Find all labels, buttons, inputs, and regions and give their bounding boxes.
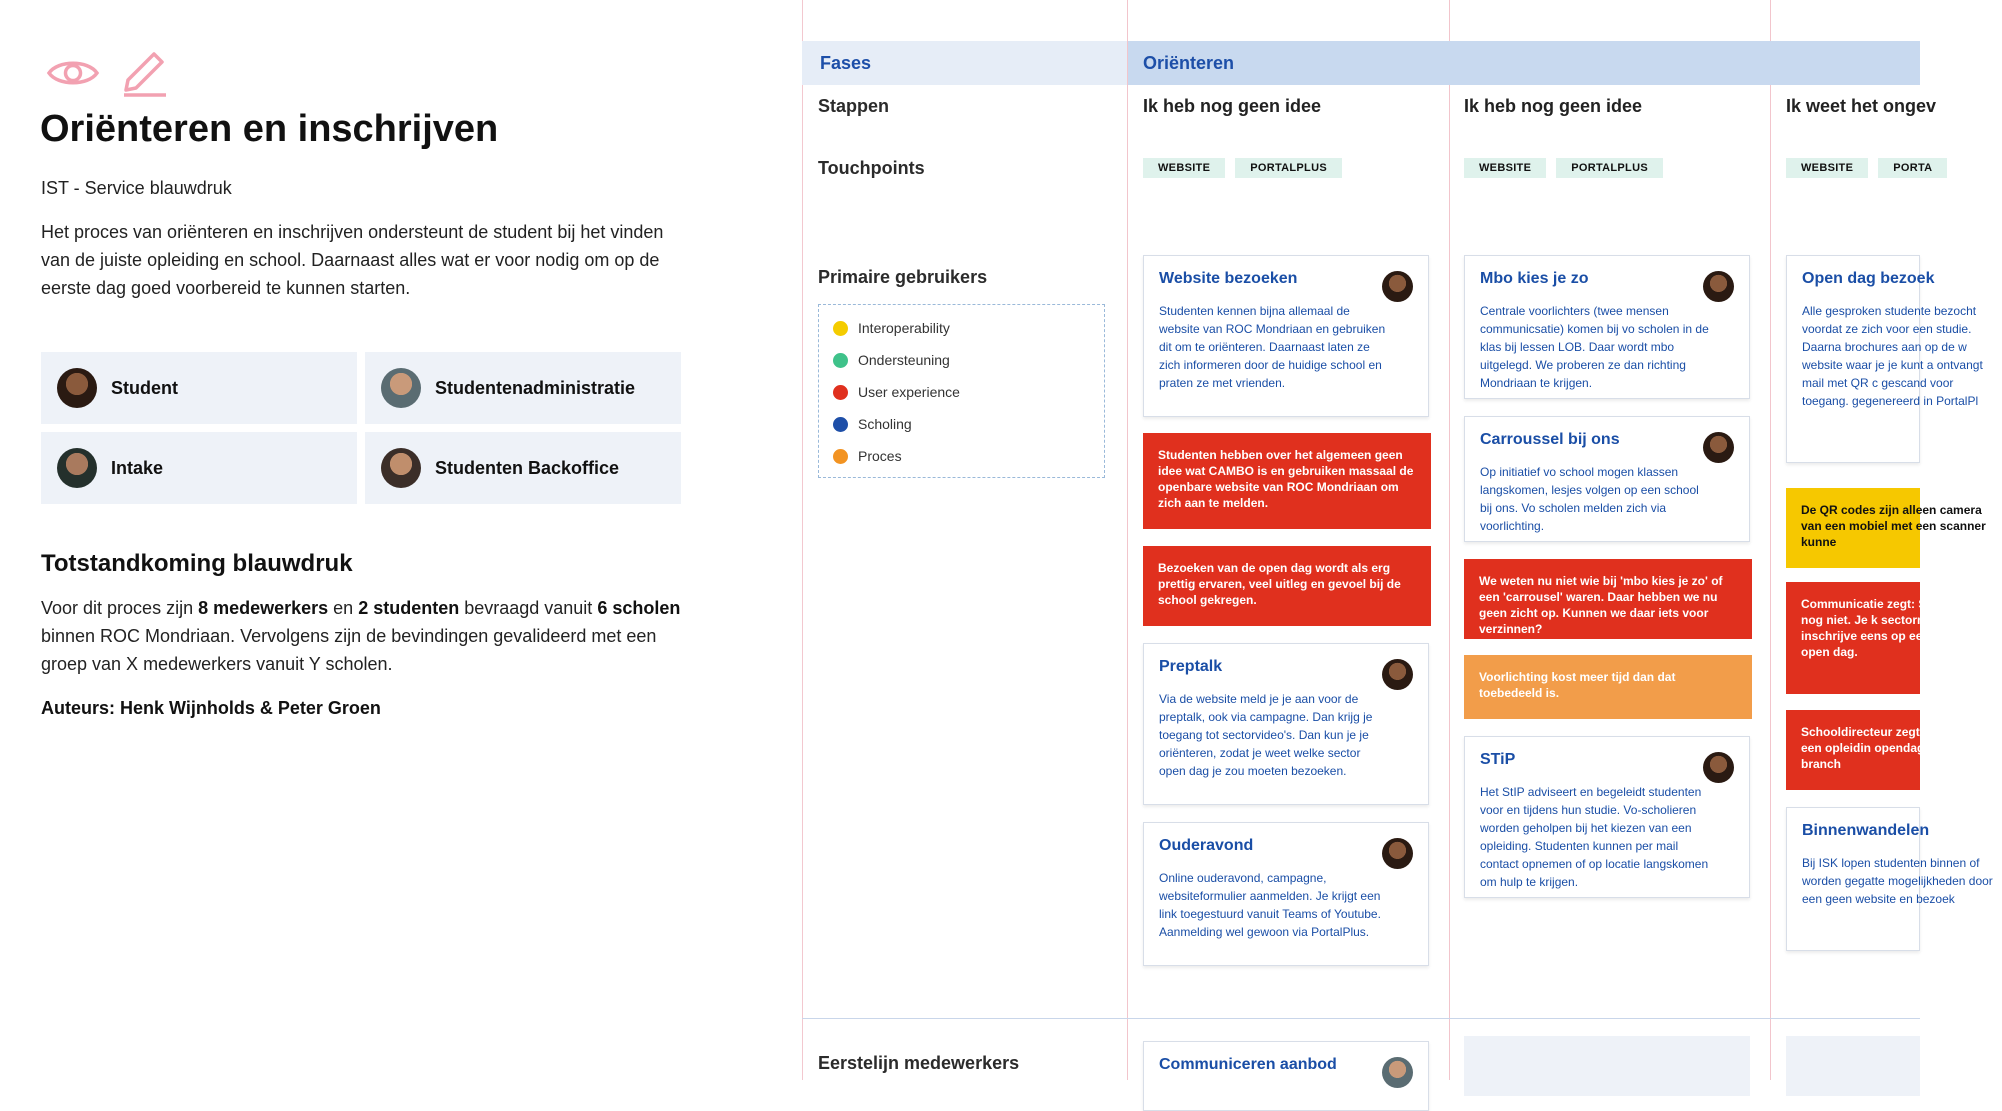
avatar [1382, 838, 1413, 869]
role-label: Student [111, 377, 178, 398]
phases-header: Fases [802, 41, 1127, 85]
row-label-primary-users: Primaire gebruikers [818, 267, 988, 287]
card-text: Via de website meld je je aan voor de preptalk, ook via campagne. Dan krijg je toegang tot sectorvideo's. Dan kun je je oriënteren, zodat je weet welke sector open dag je zou moeten bezoeken. [1159, 692, 1373, 778]
card-text: Het StIP adviseert en begeleidt studenten voor en tijdens hun studie. Vo-scholieren worden geholpen bij het kiezen van een opleiding. Studenten kunnen per mail contact opnemen of op locatie langskomen om hulp te krijgen. [1480, 785, 1709, 889]
card-carroussel-bij-ons[interactable] [1464, 416, 1750, 542]
card-text: Bij ISK lopen studenten binnen of worden gegatte mogelijkheden door een geen website en bezoek [1802, 856, 1993, 906]
note-card[interactable]: De QR codes zijn alleen camera van een mobiel met een scanner kunne [1786, 488, 1920, 568]
page-title: Oriënteren en inschrijven [40, 108, 499, 150]
row-label-touchpoints: Touchpoints [818, 158, 925, 178]
step-title: Ik weet het ongev [1786, 96, 1937, 116]
avatar [1703, 271, 1734, 302]
card-preptalk[interactable] [1143, 643, 1429, 805]
avatar [1382, 659, 1413, 690]
touchpoint-tags [1143, 158, 1342, 178]
tag-portalplus[interactable]: PORTA [1878, 158, 1947, 178]
red-dot-icon [833, 385, 848, 400]
role-card-studentenadministratie[interactable] [365, 352, 681, 424]
card-website-bezoeken[interactable] [1143, 255, 1429, 417]
card-text: Centrale voorlichters (twee mensen communicsatie) komen bij vo scholen in de klas bij lessen LOB. Daar wordt mbo uitgelegd. We proberen ze dan richting Mondriaan te krijgen. [1480, 304, 1709, 390]
phase-orienteren[interactable]: Oriënteren [1128, 41, 1920, 85]
card-text: Studenten kennen bijna allemaal de website van ROC Mondriaan en gebruiken dit om te oriënteren. Daarnaast laten ze zich informeren door de huidige school en praten ze met vrienden. [1159, 304, 1386, 390]
card-text: Alle gesproken studente bezocht voordat ze zich voor een studie. Daarna brochures aan op de w website waar je je kunt a ontvangt mail met QR c gescand voor toegang. gegenereerd in PortalPl [1802, 304, 1983, 408]
role-card-student[interactable] [41, 352, 357, 424]
card-title: Communiceren aanbod [1159, 1056, 1337, 1073]
role-card-studenten-backoffice[interactable] [365, 432, 681, 504]
card-stip[interactable] [1464, 736, 1750, 898]
intro-panel [0, 0, 803, 1080]
role-card-intake[interactable] [41, 432, 357, 504]
card-title: Open dag bezoek [1802, 270, 1935, 287]
card-communiceren-aanbod[interactable] [1143, 1041, 1429, 1111]
avatar [381, 368, 421, 408]
tag-website[interactable]: WEBSITE [1464, 158, 1546, 178]
avatar [1703, 752, 1734, 783]
card-text: Op initiatief vo school mogen klassen langskomen, lesjes volgen op een school bij ons. Vo scholen melden zich via voorlichting. [1480, 465, 1699, 533]
card-binnenwandelen[interactable] [1786, 807, 1993, 951]
avatar [1703, 432, 1734, 463]
card-ouderavond[interactable] [1143, 822, 1429, 966]
orange-dot-icon [833, 449, 848, 464]
tag-website[interactable]: WEBSITE [1786, 158, 1868, 178]
card-title: Binnenwandelen [1802, 822, 1930, 839]
role-label: Intake [111, 457, 164, 478]
card-mbo-kies-je-zo[interactable] [1464, 255, 1750, 399]
page-subtitle: IST - Service blauwdruk [41, 178, 232, 198]
touchpoint-tags [1464, 158, 1663, 178]
row-divider [802, 1018, 1920, 1019]
empty-slot[interactable] [1786, 1036, 1920, 1096]
legend [818, 304, 1105, 478]
page-description: Het proces van oriënteren en inschrijven ondersteunt de student bij het vinden van de juiste opleiding en school. Daarnaast alles wat er voor nodig om op de eerste dag goed voorbereid te kunnen starten. [41, 222, 664, 298]
role-label: Studenten Backoffice [435, 457, 620, 478]
note-card[interactable]: Bezoeken van de open dag wordt als erg prettig ervaren, veel uitleg en gevoel bij de school gekregen. [1143, 546, 1431, 626]
row-label-steps: Stappen [818, 96, 890, 116]
card-open-dag-bezoek[interactable] [1786, 255, 1983, 463]
column-divider [1127, 0, 1128, 1080]
empty-slot[interactable] [1464, 1036, 1750, 1096]
card-title: Carroussel bij ons [1480, 431, 1620, 448]
eye-icon[interactable] [46, 48, 100, 98]
card-title: Ouderavond [1159, 837, 1254, 854]
tag-portalplus[interactable]: PORTALPLUS [1556, 158, 1663, 178]
note-card[interactable]: Communicatie zegt: St opleiding nog niet. Je k sectorniveau inschrijve eens op een verkeerde open dag. [1786, 582, 1920, 694]
step-title: Ik heb nog geen idee [1143, 96, 1322, 116]
authors: Auteurs: Henk Wijnholds & Peter Groen [41, 698, 381, 718]
view-mode-toggles [46, 48, 172, 98]
legend-item: Ondersteuning [833, 352, 950, 368]
note-card[interactable]: Voorlichting kost meer tijd dan dat toebedeeld is. [1464, 655, 1752, 719]
role-label: Studentenadministratie [435, 377, 636, 398]
card-text: Online ouderavond, campagne, websiteformulier aanmelden. Je krijgt een link toegestuurd vanuit Teams of Youtube. Aanmelding wel gewoon via PortalPlus. [1159, 871, 1381, 939]
column-divider [1449, 0, 1450, 1080]
tag-website[interactable]: WEBSITE [1143, 158, 1225, 178]
column-divider [1770, 0, 1771, 1080]
note-card[interactable]: We weten nu niet wie bij 'mbo kies je zo' of een 'carrousel' waren. Daar hebben we nu geen zicht op. Kunnen we daar iets voor verzinnen? [1464, 559, 1752, 639]
origin-paragraph: Voor dit proces zijn 8 medewerkers en 2 studenten bevraagd vanuit 6 scholen binnen ROC Mondriaan. Vervolgens zijn de bevindingen gevalideerd met een groep van X medewerkers vanuit Y scholen. [41, 598, 681, 674]
section-heading: Totstandkoming blauwdruk [41, 550, 353, 577]
card-title: Preptalk [1159, 658, 1223, 675]
blue-dot-icon [833, 417, 848, 432]
avatar [381, 448, 421, 488]
avatar [57, 448, 97, 488]
pencil-icon[interactable] [118, 48, 172, 98]
card-title: STiP [1480, 751, 1516, 768]
note-card[interactable]: Studenten hebben over het algemeen geen idee wat CAMBO is en gebruiken massaal de openbare website van ROC Mondriaan om zich aan te melden. [1143, 433, 1431, 529]
step-title: Ik heb nog geen idee [1464, 96, 1643, 116]
touchpoint-tags [1786, 158, 1947, 178]
legend-item: Proces [833, 448, 902, 464]
legend-item: User experience [833, 384, 960, 400]
tag-portalplus[interactable]: PORTALPLUS [1235, 158, 1342, 178]
avatar [57, 368, 97, 408]
yellow-dot-icon [833, 321, 848, 336]
legend-item: Interoperability [833, 320, 950, 336]
legend-item: Scholing [833, 416, 912, 432]
green-dot-icon [833, 353, 848, 368]
avatar [1382, 271, 1413, 302]
card-title: Mbo kies je zo [1480, 270, 1589, 287]
card-title: Website bezoeken [1159, 270, 1298, 287]
row-label-first-line: Eerstelijn medewerkers [818, 1053, 1020, 1073]
note-card[interactable]: Schooldirecteur zegt: G om je voor een opleidin opendag ipv een branch [1786, 710, 1920, 790]
avatar [1382, 1057, 1413, 1088]
